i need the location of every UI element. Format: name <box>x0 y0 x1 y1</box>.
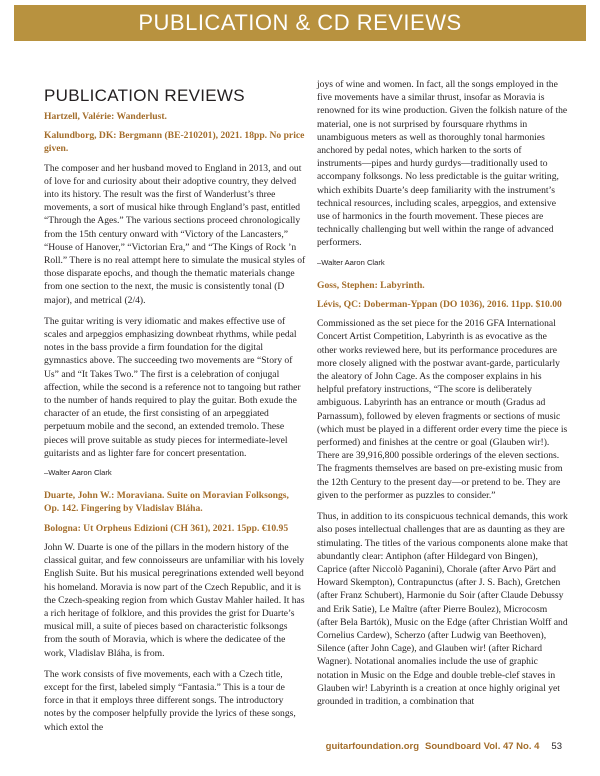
review3-paragraph: Commissioned as the set piece for the 2016 GFA International Concert Artist Competition, Labyrinth is as evocative as the other works reviewed here, but its performance procedures are more closely aligned with the postwar avant-garde, particularly the aleatory of John Cage. As the composer explains in his helpful prefatory instructions, “The score is deliberately ambiguous. Labyrinth has an entrance or mouth (Gradus ad Parnassum), followed by eleven fragments or sections of music (which must be played in a different order every time the piece is performed) and finishes at the centre or goal (Glauben wir!). There are 39,916,800 possible orderings of the eleven sections. The fragments themselves are based on pre-existing music from the 12th Century to the present day—or pretend to be. They are given to the performer as puzzles to consider.” <box>317 318 568 501</box>
footer-site: guitarfoundation.org <box>325 741 420 752</box>
review2-paragraph: The work consists of five movements, each with a Czech title, except for the first, labeled simply “Fantasia.” This is a tour de force in that it employs three different songs. The introductory notes by the composer helpfully provide the lyrics of these songs, which extol the <box>44 668 296 733</box>
review1-signature: –Walter Aaron Clark <box>44 468 112 478</box>
review1-paragraph: The guitar writing is very idiomatic and makes effective use of scales and arpeggios emphasizing downbeat rhythms, while pedal notes in the bass provide a firm foundation for the digital gymnastics above. The succeeding two movements are “Story of Us” and “It Takes Two.” The first is a celebration of conjugal affection, while the second is a reference not to tangoing but rather to the number of hands required to play the guitar. Both exude the character of an etude, the first consisting of an arpeggiated perpetuum mobile and the second, an extended tremolo. These pieces will prove suitable as study pieces for intermediate-level guitarists and as lighter fare for concert presentation. <box>44 315 301 459</box>
review1-heading: Hartzell, Valérie: Wanderlust. <box>44 111 167 122</box>
footer-page-number: 53 <box>551 741 562 752</box>
review2-signature: –Walter Aaron Clark <box>317 257 385 267</box>
review2-paragraph: John W. Duarte is one of the pillars in the modern history of the classical guitar, and few connoisseurs are unfamiliar with his lovely English Suite. But his musical peregrinations extended well beyond his homeland. Moravia is now part of the Czech Republic, and it is the Czech-speaking region from which Gustav Mahler hailed. It has a rich heritage of folklore, and this provides the grist for Duarte’s musical mill, a suite of pieces based on characteristic folksongs from the south of Moravia, which is where the dedicatee of the work, Vladislav Bláha, is from. <box>44 541 305 659</box>
banner <box>0 0 600 44</box>
review2-publisher: Bologna: Ut Orpheus Edizioni (CH 361), 2021. 15pp. €10.95 <box>44 522 289 534</box>
review2-heading: Duarte, John W.: Moraviana. Suite on Moravian Folksongs, Op. 142. Fingering by Vladislav Bláha. <box>44 490 289 515</box>
review3-heading: Goss, Stephen: Labyrinth. <box>317 279 425 291</box>
footer-magazine: Soundboard Vol. 47 No. 4 <box>425 741 540 752</box>
banner-box <box>14 5 586 41</box>
review2-paragraph: joys of wine and women. In fact, all the songs employed in the five movements have a similar thrust, insofar as Moravia is renowned for its wine production. Given the folkish nature of the material, one is not surprised by foursquare rhythms in unambiguous meters as well as thoroughly tonal harmonies anchored by pedal notes, which harken to the sorts of instruments—pipes and hurdy gurdys—traditionally used to accompany folksongs. No less predictable is the guitar writing, which exhibits Duarte’s deep familiarity with the instrument’s technical resources, including scales, arpeggios, and extensive use of harmonics in the fourth movement. These pieces are technically challenging but well within the range of advanced performers. <box>317 79 568 249</box>
review3-publisher: Lévis, QC: Doberman-Yppan (DO 1036), 2016. 11pp. $10.00 <box>317 299 562 311</box>
review1-paragraph: The composer and her husband moved to England in 2013, and out of love for and curiosity about their adoptive country, they delved into its history. The result was the first of Wanderlust’s three movements, a sort of musical hike through England’s past, entitled “Through the Ages.” The various sections proceed chronologically from the 15th century onward with “Victory of the Lancasters,” “House of Hanover,” “Victorian Era,” and “The Kings of Rock ’n Roll.” There is no real attempt here to simulate the musical styles of those disparate epochs, and though the thematic materials change from one section to the next, the music is consistently tonal (D major), and metrical (2/4). <box>44 162 306 306</box>
left-column <box>44 110 306 740</box>
banner-title: PUBLICATION & CD REVIEWS <box>138 10 462 35</box>
page-footer <box>326 741 562 752</box>
review3-paragraph: Thus, in addition to its conspicuous technical demands, this work also poses intellectual challenges that are as daunting as they are stimulating. The titles of the various components alone make that abundantly clear: Antiphon (after Hildegard von Bingen), Caprice (after Niccolò Paganini), Chorale (after Arvo Pärt and Howard Skempton), Contrapunctus (after J. S. Bach), Gretchen (after Franz Schubert), Harmonie du Soir (after Claude Debussy and Erik Satie), Le Maître (after Pierre Boulez), Microcosm (after Bela Bartók), Music on the Edge (after Christian Wolff and Cornelius Cardew), Scherzo (after Ludwig van Beethoven), Silence (after John Cage), and Glauben wir! (after Richard Wagner). Notational anomalies include the use of graphic notation in Music on the Edge and double treble-clef staves in Glauben wir! Labyrinth is a creation at once highly original yet grounded in tradition, a combination that <box>317 511 568 707</box>
right-column <box>317 78 568 714</box>
section-title: PUBLICATION REVIEWS <box>44 86 245 105</box>
review1-publisher: Kalundborg, DK: Bergmann (BE-210201), 2021. 18pp. No price given. <box>44 130 305 155</box>
